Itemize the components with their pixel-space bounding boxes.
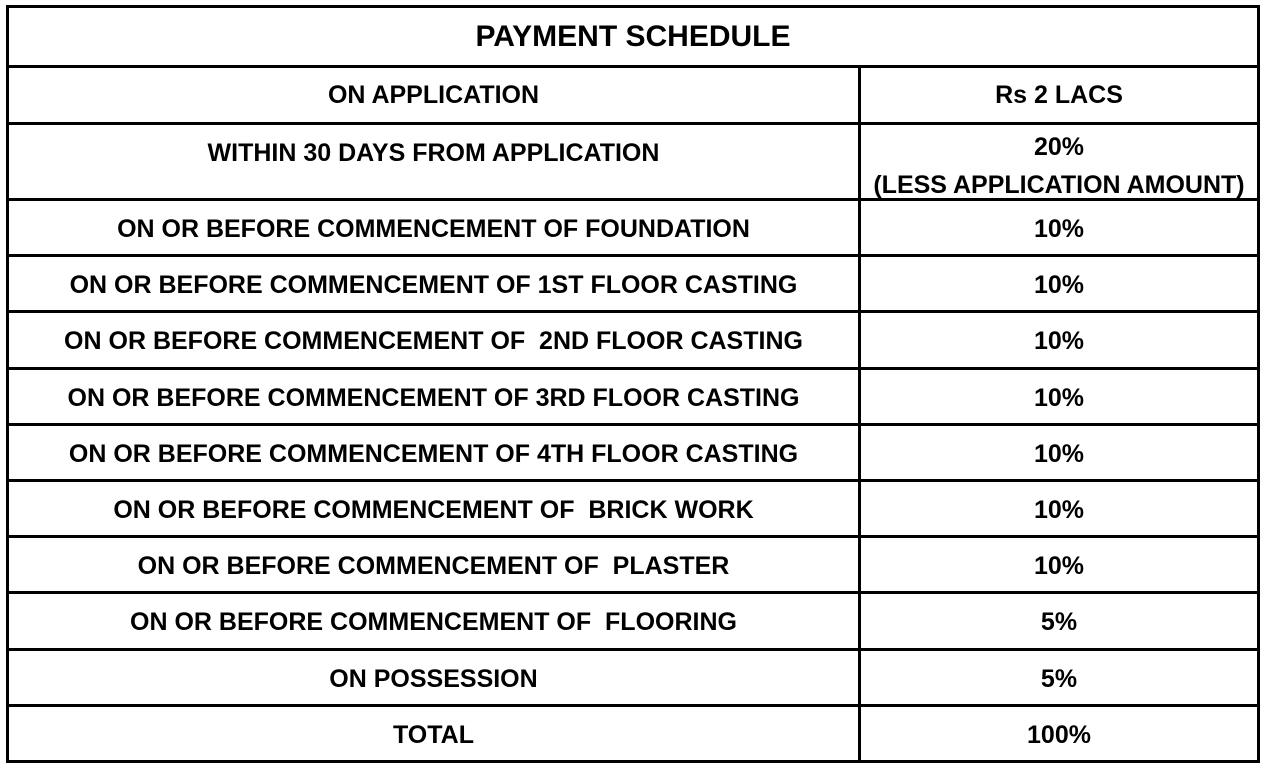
- amount-cell: 10%: [861, 479, 1257, 535]
- stage-cell: WITHIN 30 DAYS FROM APPLICATION: [9, 122, 861, 198]
- amount-cell: Rs 2 LACS: [861, 65, 1257, 122]
- stage-cell: ON OR BEFORE COMMENCEMENT OF PLASTER: [9, 535, 861, 591]
- payment-schedule-table: [6, 5, 1260, 763]
- total-label: TOTAL: [9, 704, 861, 760]
- stage-cell: ON POSSESSION: [9, 648, 861, 704]
- amount-cell: 5%: [861, 591, 1257, 647]
- stage-cell: ON OR BEFORE COMMENCEMENT OF 4TH FLOOR CASTING: [9, 423, 861, 479]
- stage-cell: ON OR BEFORE COMMENCEMENT OF FOUNDATION: [9, 198, 861, 254]
- amount-cell: 10%: [861, 198, 1257, 254]
- table-title: PAYMENT SCHEDULE: [475, 19, 791, 53]
- amount-note: (LESS APPLICATION AMOUNT): [873, 171, 1245, 199]
- stage-cell: ON OR BEFORE COMMENCEMENT OF FLOORING: [9, 591, 861, 647]
- stage-cell: ON OR BEFORE COMMENCEMENT OF 2ND FLOOR CASTING: [9, 310, 861, 366]
- stage-cell: ON OR BEFORE COMMENCEMENT OF 3RD FLOOR CASTING: [9, 367, 861, 423]
- total-amount: 100%: [861, 704, 1257, 760]
- amount-value: 20%: [1033, 133, 1085, 161]
- amount-cell: 10%: [861, 423, 1257, 479]
- stage-cell: ON OR BEFORE COMMENCEMENT OF 1ST FLOOR CASTING: [9, 254, 861, 310]
- amount-cell: 10%: [861, 367, 1257, 423]
- amount-cell: 10%: [861, 310, 1257, 366]
- stage-cell: ON OR BEFORE COMMENCEMENT OF BRICK WORK: [9, 479, 861, 535]
- stage-cell: ON APPLICATION: [9, 65, 861, 122]
- amount-cell: 10%: [861, 535, 1257, 591]
- amount-cell: 10%: [861, 254, 1257, 310]
- amount-cell: 5%: [861, 648, 1257, 704]
- amount-cell: [861, 122, 1257, 198]
